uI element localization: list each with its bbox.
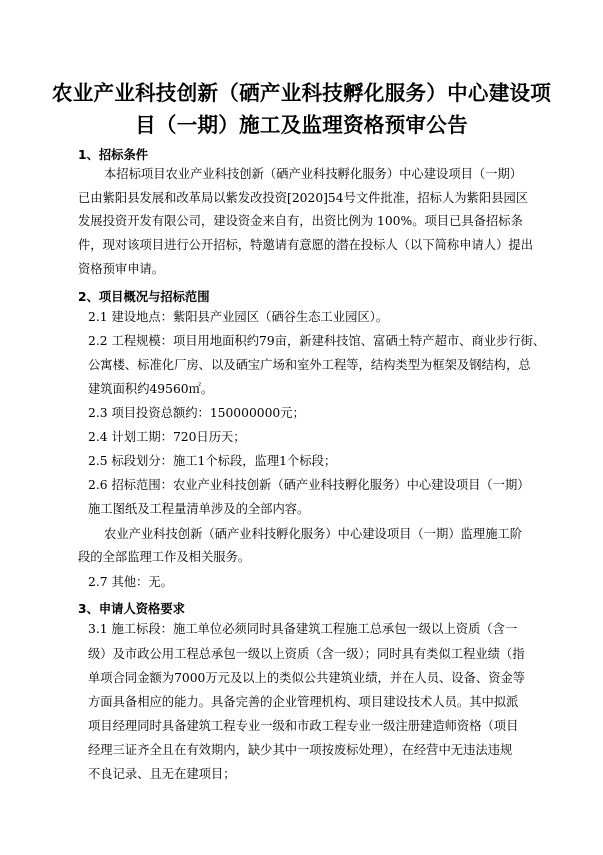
document-title-line-1: 农业产业科技创新（硒产业科技孵化服务）中心建设项 (51, 81, 552, 105)
section-2-line: 2.6 招标范围：农业产业科技创新（硒产业科技孵化服务）中心建设项目（一期） (88, 478, 530, 492)
section-3-line: 单项合同金额为7000万元及以上的类似公共建筑业绩，并在人员、设备、资金等 (88, 671, 526, 685)
section-1-line: 件，现对该项目进行公开招标，特邀请有意愿的潜在投标人（以下简称申请人）提出 (78, 238, 533, 252)
section-1-heading: 1、招标条件 (78, 148, 149, 162)
section-3-line: 级）及市政公用工程总承包一级以上资质（含一级）；同时具有类似工程业绩（指 (88, 647, 525, 661)
section-2-line: 2.2 工程规模：项目用地面积约79亩，新建科技馆、富硒土特产超市、商业步行街、 (88, 334, 546, 348)
section-2-line: 农业产业科技创新（硒产业科技孵化服务）中心建设项目（一期）监理施工阶 (104, 527, 523, 541)
section-2-line: 段的全部监理工作及相关服务。 (78, 550, 251, 564)
section-3-line: 方面具备相应的能力。具备完善的企业管理机构、项目建设技术人员。其中拟派 (88, 695, 519, 709)
section-3-line: 3.1 施工标段：施工单位必须同时具备建筑工程施工总承包一级以上资质（含一 (88, 622, 518, 636)
section-2-line: 2.7 其他：无。 (88, 575, 173, 589)
section-2-line: 2.1 建设地点：紫阳县产业园区（硒谷生态工业园区）。 (88, 310, 389, 324)
section-3-line: 不良记录、且无在建项目； (88, 767, 236, 781)
section-2-line: 建筑面积约49560㎡。 (88, 382, 214, 396)
section-2-line: 2.4 计划工期：720日历天； (88, 430, 246, 444)
section-3-heading: 3、申请人资格要求 (78, 602, 185, 616)
section-1-line: 本招标项目农业产业科技创新（硒产业科技孵化服务）中心建设项目（一期） (104, 167, 523, 181)
section-3-line: 项目经理同时具备建筑工程专业一级和市政工程专业一级注册建造师资格（项目 (88, 719, 519, 733)
section-2-line: 2.5 标段划分：施工1个标段，监理1个标段； (88, 454, 337, 468)
section-1-line: 资格预审申请。 (78, 262, 165, 276)
section-1-line: 已由紫阳县发展和改革局以紫发改投资[2020]54号文件批准，招标人为紫阳县园区 (78, 191, 529, 205)
section-2-line: 2.3 项目投资总额约：150000000元； (88, 406, 305, 420)
section-2-line: 公寓楼、标准化厂房、以及硒宝广场和室外工程等，结构类型为框架及钢结构，总 (88, 358, 531, 372)
section-2-heading: 2、项目概况与招标范围 (78, 290, 210, 304)
section-2-line: 施工图纸及工程量清单涉及的全部内容。 (88, 502, 310, 516)
section-3-line: 经理三证齐全且在有效期内，缺少其中一项按废标处理），在经营中无违法违规 (88, 743, 513, 757)
section-1-line: 发展投资开发有限公司，建设资金来自有，出资比例为 100%。项目已具备招标条 (78, 214, 523, 228)
document-title-line-2: 目（一期）施工及监理资格预审公告 (135, 113, 468, 137)
